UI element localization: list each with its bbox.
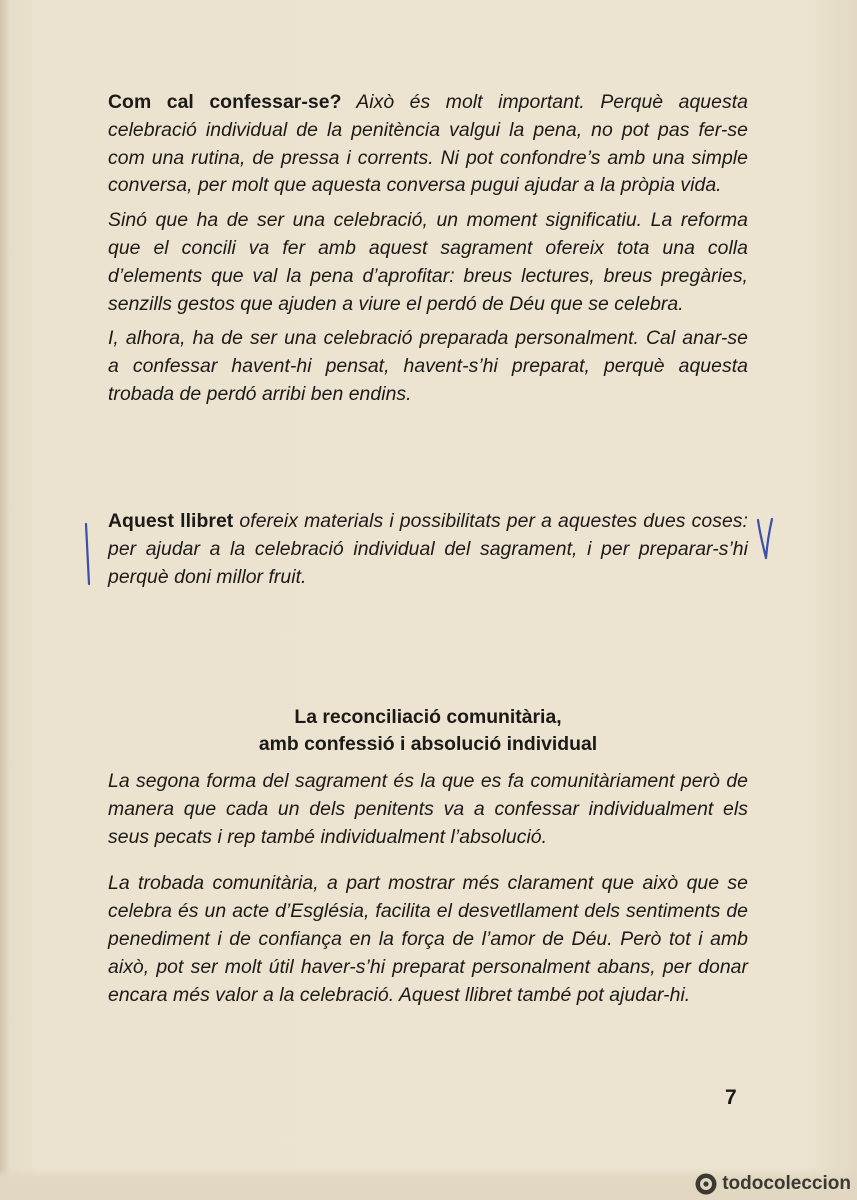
- booklet-paragraph-text: ofereix materials i possibilitats per a aquestes dues coses: per ajudar a la celebració individual del sagrament, i per preparar-s’hi perquè doni millor fruit.: [108, 510, 748, 588]
- section-heading-line-1: La reconciliació comunitària,: [294, 706, 562, 728]
- page-number: 7: [725, 1086, 737, 1109]
- watermark-logo-icon: [694, 1172, 718, 1196]
- intro-paragraph-2: Sinó que ha de ser una celebració, un moment significatiu. La reforma que el concili va fer amb aquest sagrament ofereix tota una colla d’elements que val la pena d’aprofitar: breus lectures, breus pregàries, senzills gestos que ajuden a viure el perdó de Déu que se celebra.: [108, 209, 748, 315]
- community-paragraph-1: La segona forma del sagrament és la que es fa comunitàriament però de manera que cada un dels penitents va a confessar individualment els seus pecats i rep també individualment l’absolució.: [108, 770, 748, 848]
- booklet-paragraph: [108, 508, 748, 591]
- intro-paragraph-3: I, alhora, ha de ser una celebració preparada personalment. Cal anar-se a confessar havent-hi pensat, havent-s’hi preparat, perquè aquesta trobada de perdó arribi ben endins.: [108, 327, 748, 405]
- booklet-lead: Aquest llibret: [108, 510, 234, 532]
- intro-paragraph-1: [108, 89, 748, 200]
- section-heading-line-2: amb confessió i absolució individual: [258, 733, 598, 755]
- pen-margin-check-right: [754, 516, 776, 562]
- intro-question: Com cal confessar-se?: [108, 91, 342, 113]
- pen-margin-line-left: [78, 522, 96, 586]
- community-section: [108, 768, 748, 1009]
- footer-strip: [0, 1168, 857, 1200]
- booklet-section: [108, 508, 748, 591]
- community-paragraph-2: La trobada comunitària, a part mostrar més clarament que això que se celebra és un acte d’Església, facilita el desvetllament dels sentiments de penediment i de confiança en la força de l’amor de Déu. Però tot i amb això, pot ser molt útil haver-s’hi preparat personalment abans, per donar encara més valor a la celebració. Aquest llibret també pot ajudar-hi.: [108, 872, 748, 1006]
- section-heading: [108, 704, 748, 758]
- watermark-text: todocoleccion: [722, 1173, 851, 1194]
- intro-section: [108, 89, 748, 409]
- watermark: [694, 1172, 851, 1196]
- intro-paragraph-1-text: Això és molt important. Perquè aquesta celebració individual de la penitència valgui la pena, no pot pas fer-se com una rutina, de pressa i corrents. Ni pot confondre’s amb una simple conversa, per molt que aquesta conversa pugui ajudar a la pròpia vida.: [108, 91, 748, 197]
